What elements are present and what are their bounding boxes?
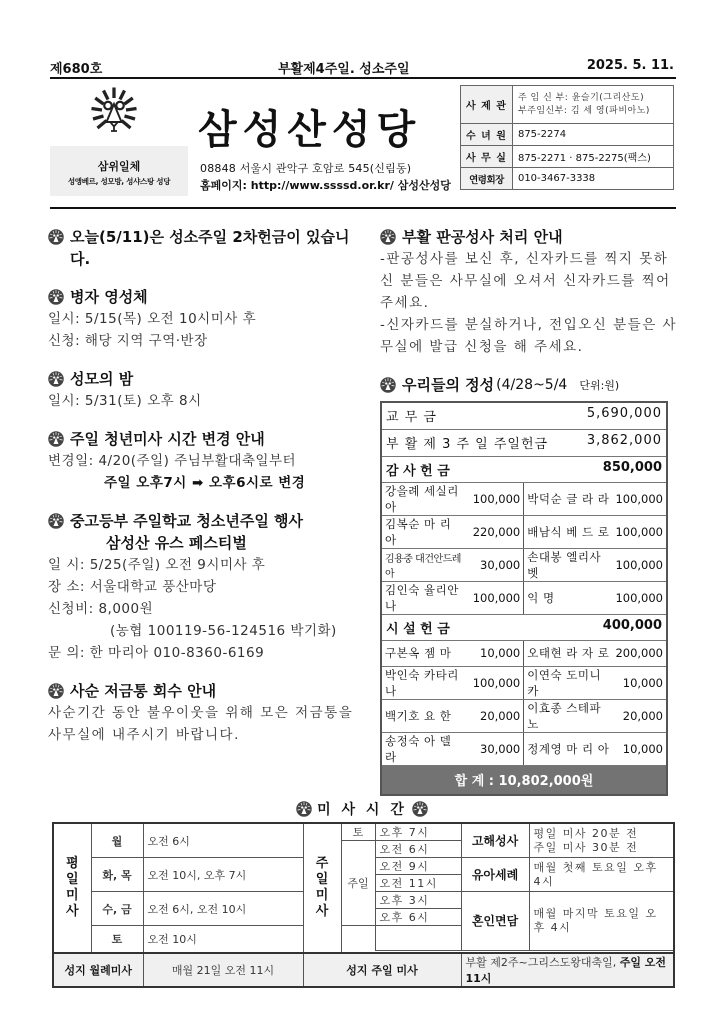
facility-offering-header: 시 설 헌 금 400,000 xyxy=(381,614,667,640)
offerings-table xyxy=(380,401,668,796)
notice-heading: 오늘(5/11)은 성소주일 2차헌금이 있습니다. xyxy=(48,226,364,270)
mass-times-table: 평 일 미 사 월 오전 6시 주 일 미 사 토 오후 7시 고해성사 평일 미사 20분 전 주일 미사 30분 전 주일 오전 6시 화, 목 오전 10시, 오후 7시 오전 9시 유아세례 매월 첫째 토요일 오후 4시 오전 11시 수, 금 오전 6시, 오전 10시 오후 3시 혼인면담 매월 마지막 토요일 오후 4시 오후 6시 토 오전 10시 성지 월례미사 매월 21일 오전 11시 성지 주일 미사 부활 제2주~그리스도왕대축일, 주일 오전 11시 xyxy=(52,822,675,988)
notice-second-collection xyxy=(48,226,364,270)
donor-row: 박인숙 카타리나 100,000 이연숙 도미니카 10,000 xyxy=(381,666,667,699)
header-divider xyxy=(50,207,676,209)
notice-line: 사순기간 동안 불우이웃을 위해 모은 저금통을 사무실에 내주시기 바랍니다. xyxy=(48,705,354,743)
contact-value: 875-2274 xyxy=(512,124,673,146)
contact-label: 연령회장 xyxy=(461,168,513,190)
notice-marian-night xyxy=(48,368,364,412)
donor-row: 백기호 요 한 20,000 이효종 스테파노 20,000 xyxy=(381,699,667,732)
emblem-bullet-icon xyxy=(296,801,312,817)
emblem-bullet-icon xyxy=(412,801,428,817)
trinity-box xyxy=(50,146,188,196)
contact-row-funeral-chair xyxy=(461,168,674,190)
weekday-mass-label: 평 일 미 사 xyxy=(53,823,91,953)
emblem-bullet-icon xyxy=(48,431,64,447)
emblem-bullet-icon xyxy=(48,289,64,305)
parish-name: 삼성산성당 xyxy=(198,107,422,153)
mass-times-heading: 미 사 시 간 xyxy=(0,799,724,819)
donor-row: 김용중 대건안드레아 30,000 손대봉 엘리사벳 100,000 xyxy=(381,548,667,581)
offerings-total-row xyxy=(381,765,667,795)
donor-row: 김복순 마 리 아 220,000 배남식 베 드 로 100,000 xyxy=(381,515,667,548)
notice-heading: 주일 청년미사 시간 변경 안내 xyxy=(48,428,364,450)
donor-row: 강을례 세실리아 100,000 박덕순 글 라 라 100,000 xyxy=(381,482,667,515)
emblem-bullet-icon xyxy=(48,229,64,245)
liturgical-week: 부활제4주일. 성소주일 xyxy=(278,62,410,77)
contact-value: 010-3467-3338 xyxy=(512,168,673,190)
notice-youth-mass-change xyxy=(48,428,364,494)
notice-line: 신청비: 8,000원 xyxy=(48,601,154,617)
issue-date: 2025. 5. 11. xyxy=(586,58,674,73)
notice-line: 신청: 해당 지역 구역·반장 xyxy=(48,333,208,349)
pastor-line: 주 임 신 부: 윤슬기(그리산도) xyxy=(517,92,645,103)
notice-line: 변경일: 4/20(주일) 주님부활대축일부터 xyxy=(48,453,297,469)
parish-homepage-link[interactable]: 홈페이지: http://www.ssssd.or.kr/ 삼성산성당 xyxy=(200,179,451,192)
masthead-line xyxy=(50,54,676,76)
thanks-offering-header: 감 사 헌 금 850,000 xyxy=(381,456,667,482)
notice-line: 일시: 5/31(토) 오후 8시 xyxy=(48,393,202,409)
donor-row: 송정숙 아 델 라 30,000 정계영 마 리 아 10,000 xyxy=(381,732,667,765)
issue-number: 제680호 xyxy=(50,62,103,77)
notice-line: (농협 100119-56-124516 박기화) xyxy=(110,623,337,639)
assistant-pastor-line: 부주임신부: 김 세 영(파비아노) xyxy=(517,105,650,116)
notice-line: 일 시: 5/25(주일) 오전 9시미사 후 xyxy=(48,557,266,573)
notice-sick-communion xyxy=(48,286,364,352)
notice-line: 문 의: 한 마리아 010-8360-6169 xyxy=(48,645,265,661)
emblem-bullet-icon xyxy=(380,229,396,245)
contact-row-office xyxy=(461,146,674,168)
donor-row: 김인숙 율리안나 100,000 익 명 100,000 xyxy=(381,581,667,614)
left-column xyxy=(48,226,364,762)
emblem-bullet-icon xyxy=(48,371,64,387)
notice-heading: 사순 저금통 회수 안내 xyxy=(48,680,364,702)
notice-line: 장 소: 서울대학교 풍산마당 xyxy=(48,579,217,595)
notice-youth-festival xyxy=(48,510,364,664)
contact-label: 수 녀 원 xyxy=(461,124,513,146)
emblem-bullet-icon xyxy=(380,377,396,393)
notice-easter-confession xyxy=(380,226,680,358)
offering-row: 부 활 제 3 주 일 주일헌금 3,862,000 xyxy=(381,429,667,456)
contact-value: 875-2271 · 875-2275(팩스) xyxy=(512,146,673,168)
notice-lent-piggybank xyxy=(48,680,364,746)
parish-emblem-icon xyxy=(90,86,138,134)
contact-label: 사 제 관 xyxy=(461,86,513,124)
notice-heading: 성모의 밤 xyxy=(48,368,364,390)
contact-table xyxy=(460,85,674,190)
sunday-mass-label: 주 일 미 사 xyxy=(303,823,341,953)
notice-heading: 부활 판공성사 처리 안내 xyxy=(380,226,680,248)
contact-row-convent xyxy=(461,124,674,146)
notice-line: 일시: 5/15(목) 오전 10시미사 후 xyxy=(48,311,257,327)
offerings-total: 합 계 : 10,802,000원 xyxy=(381,765,667,795)
right-column xyxy=(380,226,680,796)
contact-row-rectory xyxy=(461,86,674,124)
emblem-bullet-icon xyxy=(48,683,64,699)
trinity-title: 삼위일체 xyxy=(97,160,141,173)
offerings-heading: 우리들의 정성 (4/28~5/4 단위:원) xyxy=(380,374,680,395)
contact-label: 사 무 실 xyxy=(461,146,513,168)
notice-line: 주일 오후7시 ➡ 오후6시로 변경 xyxy=(104,475,306,491)
notice-heading: 중고등부 주일학교 청소년주일 행사 xyxy=(48,510,364,532)
trinity-subtitle: 성앵베르, 성모방, 성샤스탕 성당 xyxy=(67,177,171,186)
notice-line: -판공성사를 보신 후, 신자카드를 찍지 못하신 분들은 사무실에 오셔서 신자카드를 찍어 주세요. xyxy=(380,251,671,311)
donor-row: 구본옥 젬 마 10,000 오태현 라 자 로 200,000 xyxy=(381,640,667,666)
emblem-bullet-icon xyxy=(48,513,64,529)
top-divider xyxy=(50,77,676,79)
offering-row: 교 무 금 5,690,000 xyxy=(381,402,667,429)
contact-value xyxy=(512,86,673,124)
notice-subheading: 삼성산 유스 페스티벌 xyxy=(106,534,247,552)
notice-line: -신자카드를 분실하거나, 전입오신 분들은 사무실에 발급 신청을 해 주세요. xyxy=(380,317,678,355)
notice-heading: 병자 영성체 xyxy=(48,286,364,308)
parish-address: 08848 서울시 관악구 호암로 545(신림동) xyxy=(200,162,412,175)
